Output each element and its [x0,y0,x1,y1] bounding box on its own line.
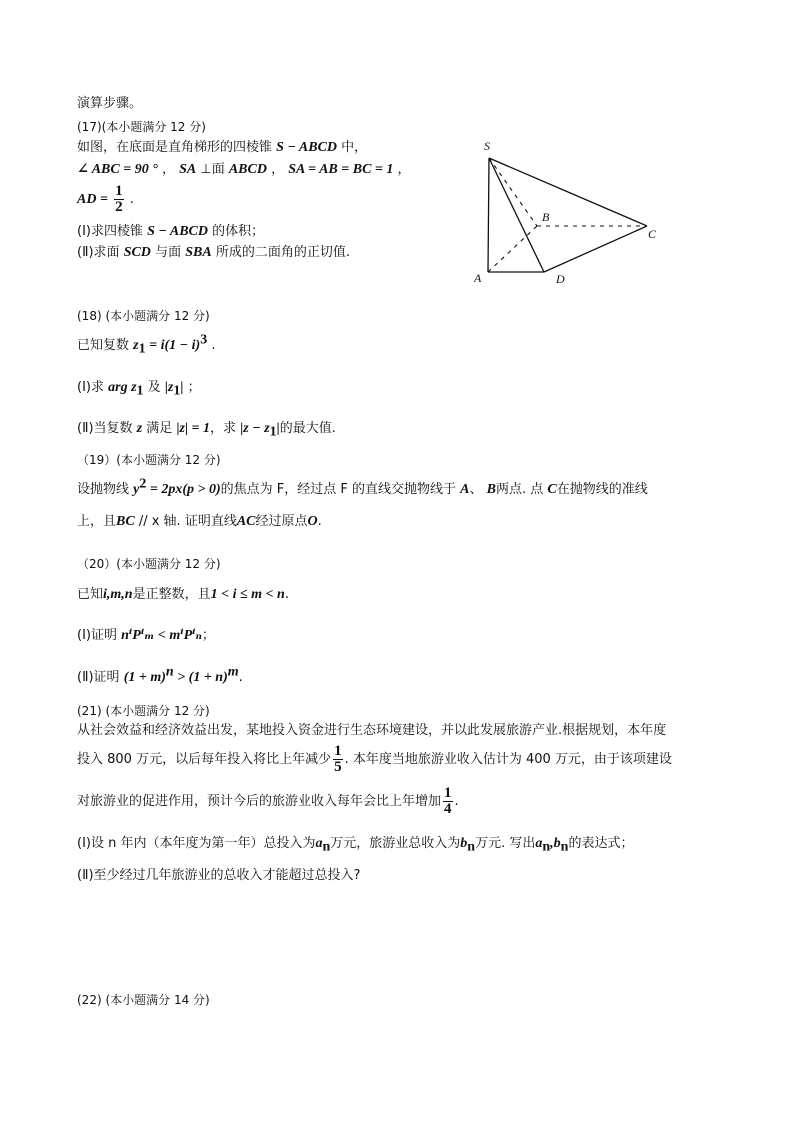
problem-21-line2 [77,744,672,776]
problem-21-line1: 从社会效益和经济效益出发，某地投入资金进行生态环境建设，并以此发展旅游产业.根据规划，本年度 [77,723,667,738]
label-d: D [556,272,565,286]
text: 的表达式； [568,836,634,851]
subscript: n [560,839,569,855]
text: 已知 [77,587,104,602]
text: . [238,670,243,685]
text: 及 [147,380,161,395]
math-a-n: a [315,836,323,851]
problem-20-header: （20）(本小题满分 12 分) [77,557,221,571]
math-expression: |z − z [240,421,270,436]
text: 对旅游业的促进作用，预计今后的旅游业收入每年会比上年增加 [77,794,442,809]
subscript: 1 [269,424,277,440]
math-y: y [133,482,140,497]
text: 是正整数，且 [132,587,211,602]
text: 如图，在底面是直角梯形的四棱锥 [77,140,273,155]
pyramid-diagram-icon [460,135,680,290]
problem-17-stem-line2 [77,162,411,178]
text: 的体积； [212,224,265,239]
problem-21-header: (21) (本小题满分 12 分) [77,704,210,718]
text: (Ⅱ)当复数 [77,421,133,436]
numerator: 1 [444,785,452,801]
text: ； [201,628,215,643]
subscript: 1 [173,383,181,399]
text: 中， [341,140,368,155]
math-sba: SBA [185,245,212,260]
subscript: n [322,839,331,855]
problem-17-part1 [77,224,264,240]
problem-17-stem-line3 [77,184,134,216]
superscript: m [227,664,239,680]
math-sa: SA [179,162,197,177]
problem-19-line2 [77,514,322,530]
text: 与面 [155,245,182,260]
text: . [129,192,134,207]
text: 投入 800 万元，以后每年投入将比上年减少 [77,752,332,767]
text: 两点. 点 [496,482,544,497]
text: . [454,794,459,809]
problem-18-header: (18) (本小题满分 12 分) [77,309,210,323]
pyramid-figure [460,135,680,290]
denominator: 2 [115,199,123,215]
math-a: A [460,482,470,497]
text: (Ⅰ)求四棱锥 [77,224,143,239]
math-pyramid: S − ABCD [276,140,338,155]
problem-18-stem [77,332,216,357]
problem-21-part1 [77,836,634,855]
subscript: n [467,839,476,855]
text: ， [161,162,175,177]
problem-18-part1 [77,380,201,399]
text: ， [271,162,285,177]
fraction-one-fifth [333,744,343,775]
problem-18-part2 [77,421,336,440]
subscript: n [542,839,551,855]
problem-17-stem-line1 [77,140,367,156]
problem-20-stem [77,587,289,603]
math-abs: |z [164,380,174,395]
text: (Ⅰ)证明 [77,628,117,643]
text: ， [397,162,411,177]
math-abcd: ABCD [228,162,267,177]
text: 上，且 [77,514,117,529]
text: (Ⅰ)设 n 年内（本年度为第一年）总投入为 [77,836,316,851]
text: 所成的二面角的正切值. [215,245,350,260]
denominator: 5 [334,759,342,775]
math-angle: ∠ ABC = 90 ° [77,162,158,177]
problem-19-line1 [77,476,648,498]
math-equalities: SA = AB = BC = 1 [288,162,394,177]
text: 的最大值. [279,421,336,436]
problem-17-header: (17)(本小题满分 12 分) [77,120,206,134]
text: . [317,514,322,529]
fraction-one-fourth [443,786,453,817]
text: 已知复数 [77,338,130,353]
text: 经过原点 [255,514,308,529]
text: ； [187,380,201,395]
math-scd: SCD [123,245,151,260]
denominator: 4 [444,801,452,817]
math-ad: AD = [77,192,108,207]
problem-22-header: (22) (本小题满分 14 分) [77,993,210,1007]
intro-tail: 演算步骤。 [77,96,143,111]
math-inequality: 1 < i ≤ m < n [210,587,285,602]
text: 的焦点为 F，经过点 F 的直线交抛物线于 [220,482,457,497]
text: 满足 [146,421,173,436]
superscript: 2 [139,476,147,492]
text: // x 轴. 证明直线 [134,514,237,529]
text: 在抛物线的准线 [556,482,648,497]
subscript: 1 [136,383,144,399]
math-z: z [136,421,143,436]
math-z: z [133,338,139,353]
problem-21-part2: (Ⅱ)至少经过几年旅游业的总收入才能超过总投入? [77,868,361,883]
text: (Ⅱ)求面 [77,245,120,260]
problem-17-part2 [77,245,350,261]
math-b: B [486,482,496,497]
math-ac: AC [236,514,256,529]
math-lhs: (1 + m) [123,670,166,685]
math-sep: , [550,836,554,851]
math-expression: = i(1 − i) [145,338,201,353]
math-c: C [547,482,557,497]
problem-20-part2 [77,664,243,686]
math-parabola: = 2px(p > 0) [146,482,221,497]
fraction-one-half [114,184,124,215]
math-b-n: b [460,836,468,851]
math-bc: BC [116,514,135,529]
math-condition: |z| = 1 [176,421,211,436]
problem-21-line3 [77,786,459,818]
math-permutation-inequality: nⁱPⁱₘ < mⁱPⁱₙ [121,628,202,643]
math-o: O [307,514,318,529]
problem-20-part1 [77,628,215,644]
superscript: n [165,664,174,680]
superscript: 3 [200,332,208,348]
math-vars: i,m,n [103,587,133,602]
label-a: A [474,271,482,285]
text: 设抛物线 [77,482,130,497]
math-arg: arg z [108,380,137,395]
math-abs-end: | [180,380,184,395]
math-b-n: b [553,836,561,851]
text: ，求 [210,421,237,436]
math-abs-end: | [276,421,280,436]
numerator: 1 [115,183,123,199]
text: 、 [469,482,483,497]
text: 万元. 写出 [475,836,536,851]
text: (Ⅱ)证明 [77,670,120,685]
subscript: 1 [138,341,146,357]
text: . 本年度当地旅游业收入估计为 400 万元，由于该项建设 [344,752,672,767]
text: (Ⅰ)求 [77,380,104,395]
text: 万元，旅游业总收入为 [330,836,461,851]
problem-19-header: （19）(本小题满分 12 分) [77,453,221,467]
math-rhs: (1 + n) [188,670,228,685]
math-pyramid: S − ABCD [147,224,208,239]
label-s: S [484,139,490,153]
text: . [211,338,216,353]
text: ⊥面 [200,162,225,177]
numerator: 1 [334,743,342,759]
math-gt: > [173,670,189,685]
label-b: B [542,210,550,224]
label-c: C [648,227,657,241]
math-a-n: a [535,836,543,851]
text: . [284,587,289,602]
